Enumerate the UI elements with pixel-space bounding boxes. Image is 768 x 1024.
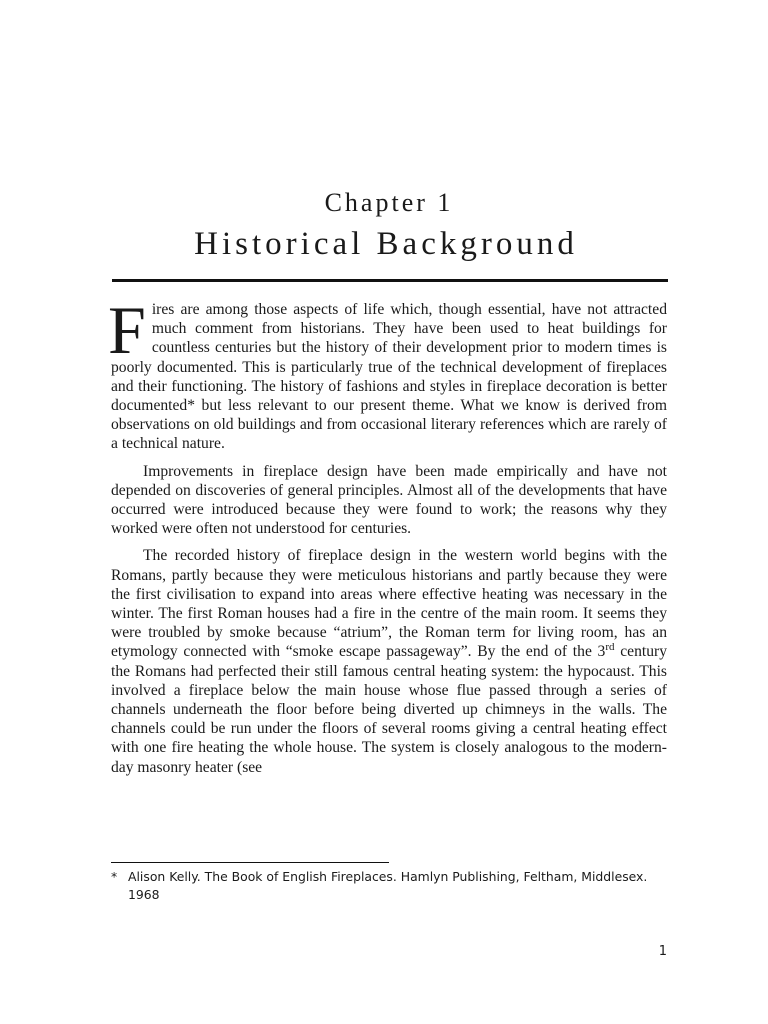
chapter-title: Historical Background	[194, 226, 578, 262]
footnote-text: Alison Kelly. The Book of English Fireplaces. Hamlyn Publishing, Feltham, Middlesex. 1968	[128, 869, 648, 902]
paragraph-3	[111, 546, 667, 776]
drop-cap: F	[108, 292, 146, 368]
paragraph-3-text-b: century the Romans had perfected their still famous central heating system: the hypocaust. This involved a fireplace below the main house whose flue passed through a series of channels underneath the floor before being diverted up chimneys in the walls. The channels could be run under the floors of several rooms giving a central heating effect with one fire heating the whole house. The system is closely analogous to the modern-day masonry heater (see	[111, 643, 667, 776]
ordinal-superscript: rd	[605, 641, 615, 654]
paragraph-1	[108, 292, 667, 454]
body-text	[108, 292, 667, 785]
footnote-marker: *	[111, 869, 118, 884]
title-divider	[112, 279, 668, 282]
footnote-divider	[111, 862, 389, 863]
chapter-number: Chapter 1	[324, 188, 454, 217]
footnote	[111, 868, 667, 904]
paragraph-2: Improvements in fireplace design have been made empirically and have not depended on discoveries of general principles. Almost all of the developments that have occurred were introduced because they were found to work; the reasons why they worked were often not understood for centuries.	[111, 462, 667, 538]
paragraph-3-text-a: The recorded history of fireplace design in the western world begins with the Romans, partly because they were meticulous historians and partly because they were the first civilisation to expand into areas where effective heating was necessary in the winter. The first Roman houses had a fire in the centre of the main room. It seems they were troubled by smoke because “atrium”, the Roman term for living room, has an etymology connected with “smoke escape passageway”. By the end of the 3	[111, 547, 667, 661]
page-number: 1	[658, 944, 667, 959]
paragraph-1-text: ires are among those aspects of life which, though essential, have not attracted much comment from historians. They have been used to heat buildings for countless centuries but the history of their development prior to modern times is poorly documented. This is particularly true of the technical development of fireplaces and their functioning. The history of fashions and styles in fireplace decoration is better documented* but less relevant to our present theme. What we know is derived from observations on old buildings and from occasional literary references which are rarely of a technical nature.	[111, 301, 667, 453]
